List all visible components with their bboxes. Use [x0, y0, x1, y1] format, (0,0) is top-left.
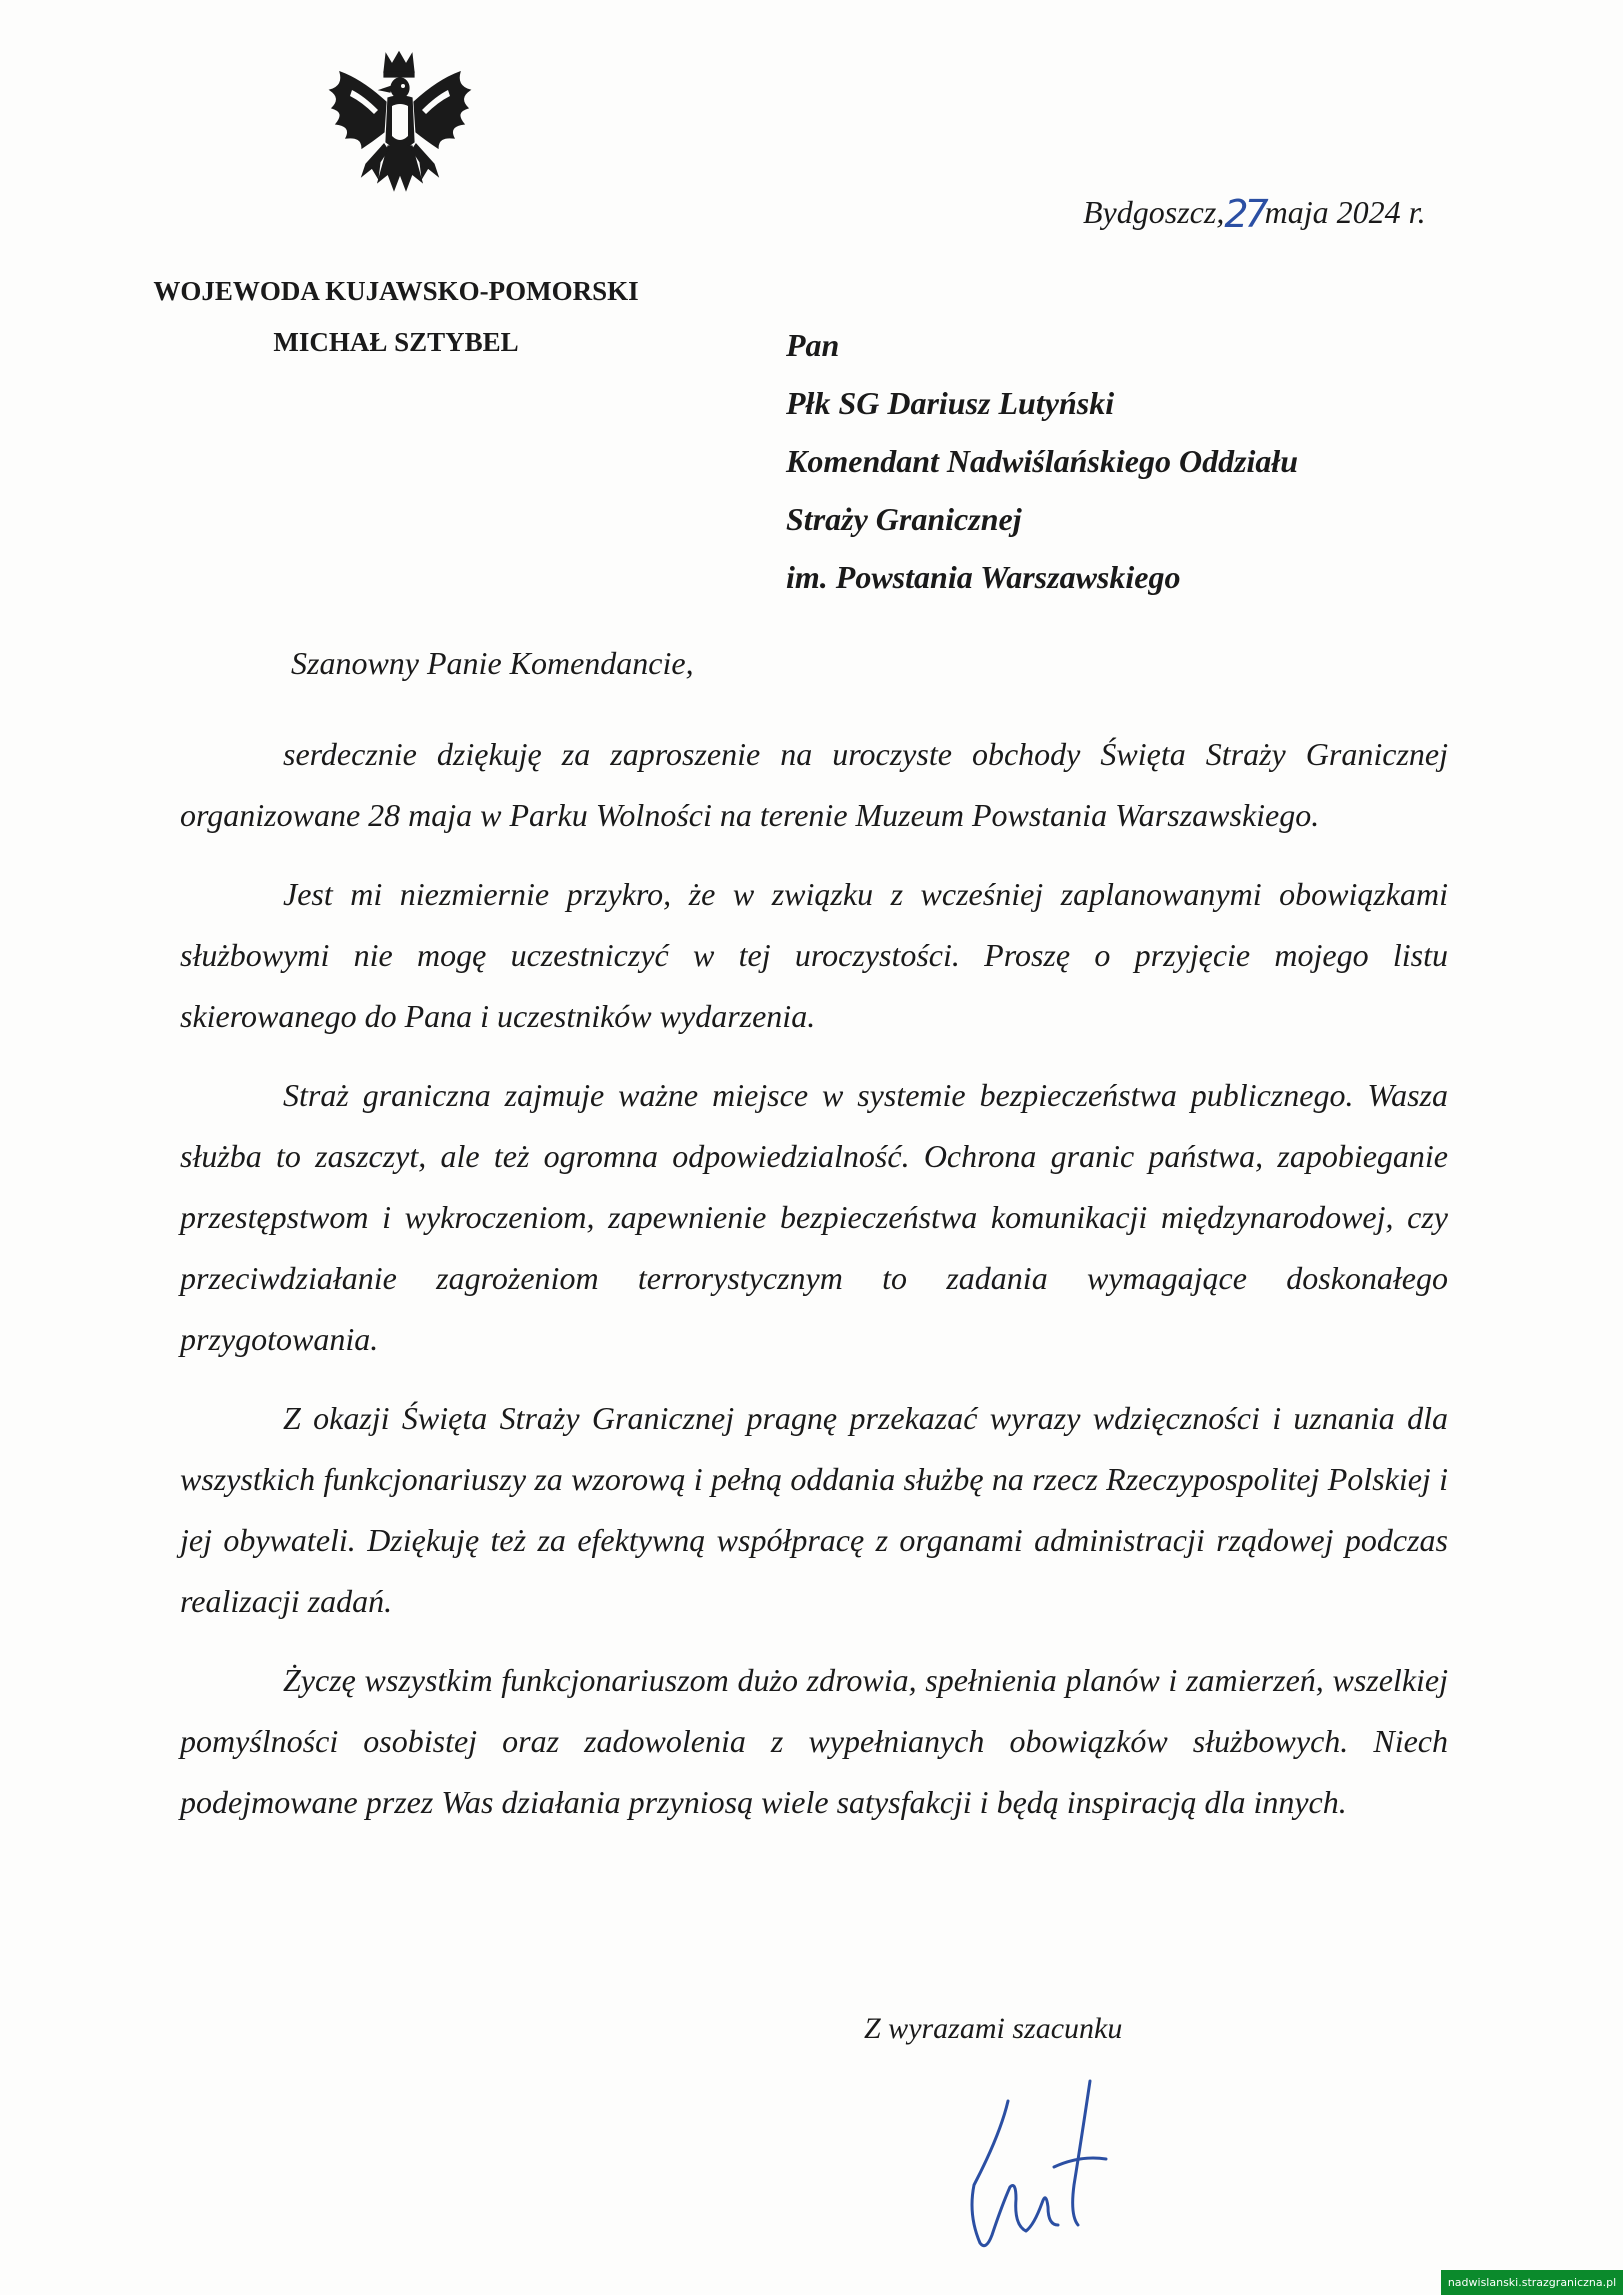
letter-body — [180, 724, 1448, 1851]
recipient-line: Straży Granicznej — [786, 501, 1022, 537]
sender-name: MICHAŁ SZTYBEL — [273, 327, 519, 357]
recipient-line: Płk SG Dariusz Lutyński — [786, 385, 1115, 421]
sender-title: WOJEWODA KUJAWSKO-POMORSKI — [153, 276, 639, 306]
polish-white-eagle-emblem-icon — [322, 50, 477, 212]
body-paragraph: Straż graniczna zajmuje ważne miejsce w systemie bezpieczeństwa publicznego. Wasza służba to zaszczyt, ale też ogromna odpowiedzialność. Ochrona granic państwa, zapobieganie przestępstwom i wykroczeniom, zapewnienie bezpieczeństwa komunikacji międzynarodowej, czy przeciwdziałanie zagrożeniom terrorystycznym to zadania wymagające doskonałego przygotowania. — [180, 1077, 1448, 1357]
body-paragraph: Jest mi niezmiernie przykro, że w związku z wcześniej zaplanowanymi obowiązkami służbowymi nie mogę uczestniczyć w tej uroczystości. Proszę o przyjęcie mojego listu skierowanego do Pana i uczestników wydarzenia. — [180, 876, 1448, 1034]
salutation: Szanowny Panie Komendancie, — [291, 645, 694, 681]
website-badge: nadwislanski.strazgraniczna.pl — [1441, 2270, 1623, 2295]
body-paragraph: serdecznie dziękuję za zaproszenie na uroczyste obchody Święta Straży Granicznej organizowane 28 maja w Parku Wolności na terenie Muzeum Powstania Warszawskiego. — [180, 736, 1448, 833]
date-rest: maja 2024 r. — [1264, 194, 1426, 230]
handwritten-signature-icon — [950, 2075, 1150, 2260]
place-and-date — [1083, 188, 1426, 236]
body-paragraph: Z okazji Święta Straży Granicznej pragnę przekazać wyrazy wdzięczności i uznania dla wszystkich funkcjonariuszy za wzorową i pełną oddania służbę na rzecz Rzeczypospolitej Polskiej i jej obywateli. Dziękuję też za efektywną współpracę z organami administracji rządowej podczas realizacji zadań. — [180, 1400, 1448, 1619]
recipient-line: Komendant Nadwiślańskiego Oddziału — [786, 443, 1299, 479]
place-name: Bydgoszcz, — [1083, 194, 1225, 230]
handwritten-day: 27 — [1224, 192, 1265, 236]
body-paragraph: Życzę wszystkim funkcjonariuszom dużo zdrowia, spełnienia planów i zamierzeń, wszelkiej pomyślności osobistej oraz zadowolenia z wypełnianych obowiązków służbowych. Niech podejmowane przez Was działania przyniosą wiele satysfakcji i będą inspiracją dla innych. — [180, 1662, 1448, 1820]
recipient-line: Pan — [786, 327, 840, 363]
sender-block — [116, 266, 676, 368]
recipient-line: im. Powstania Warszawskiego — [786, 559, 1181, 595]
closing-phrase: Z wyrazami szacunku — [864, 2012, 1123, 2045]
recipient-block — [786, 316, 1298, 606]
